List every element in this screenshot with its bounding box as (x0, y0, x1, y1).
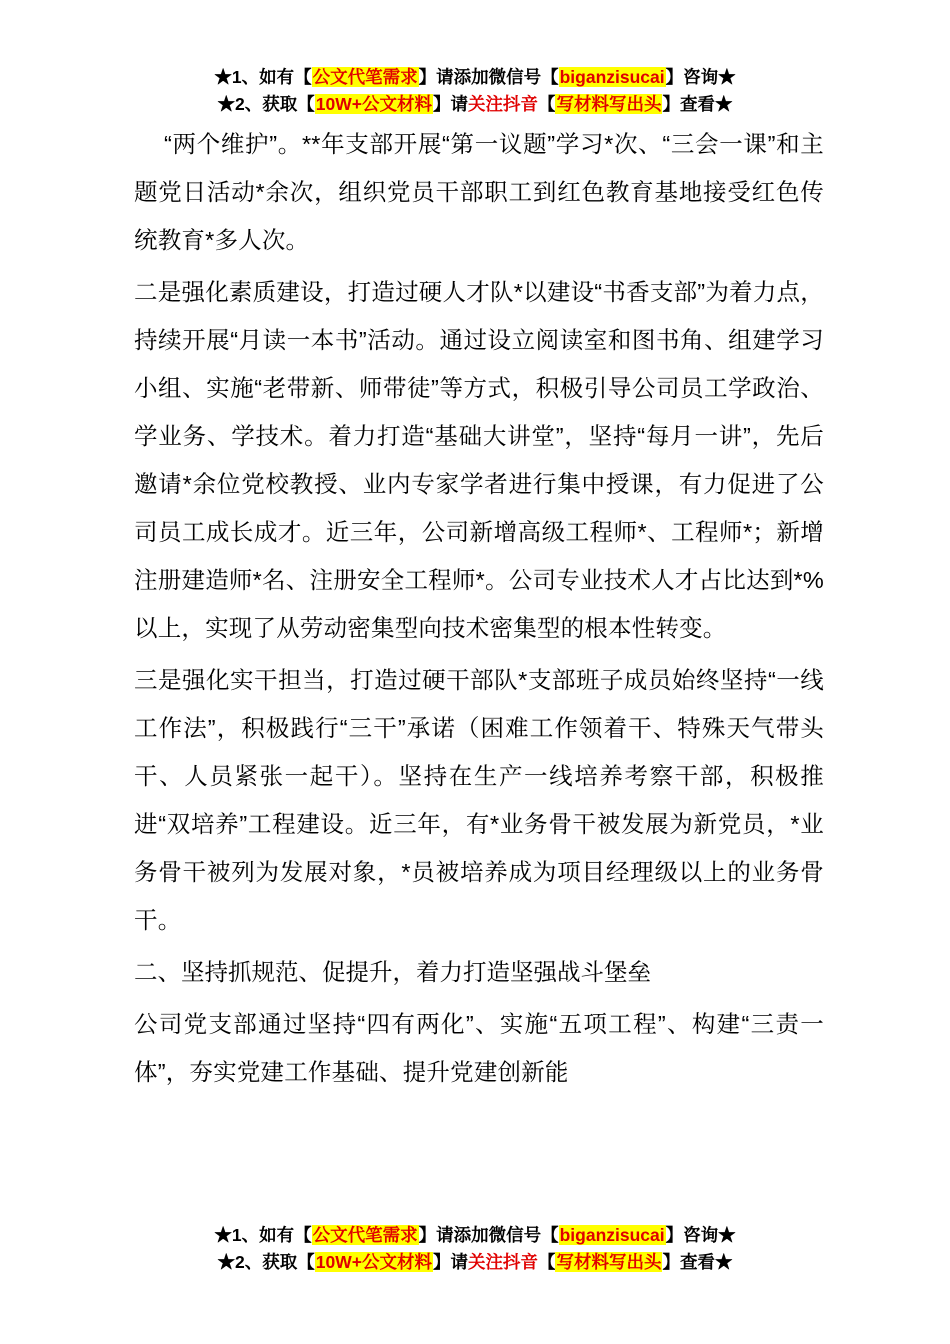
star-icon: ★ (214, 67, 232, 87)
promo-brace-open-5: 【 (294, 1225, 312, 1245)
promo-brace-close-4: 】 (662, 94, 680, 115)
star-icon-2: ★ (718, 67, 736, 87)
promo-line-2-mid-red: 关注抖音 (467, 94, 538, 115)
promo-brace-close-2: 】 (665, 67, 684, 87)
promo-brace-close-7: 】 (432, 1252, 451, 1273)
promo-brace-close-8: 】 (662, 1252, 680, 1273)
promo-line-1-mid-bottom: 请添加微信号 (436, 1225, 542, 1245)
promo-line-2-mid-bottom: 请 (450, 1252, 468, 1273)
paragraph-quality-building: 二是强化素质建设，打造过硬人才队*以建设“书香支部”为着力点，持续开展“月读一本书”活动。通过设立阅读室和图书角、组建学习小组、实施“老带新、师带徒”等方式，积极引导公司员工学政治、学业务、学技术。着力打造“基础大讲堂”，坚持“每月一讲”，先后邀请*余位党校教授、业内专家学者进行集中授课，有力促进了公司员工成长成才。近三年，公司新增高级工程师*、工程师*；新增注册建造师*名、注册安全工程师*。公司专业技术人才占比达到*%以上，实现了从劳动密集型向技术密集型的根本性转变。 (134, 279, 824, 641)
promo-line-2-tail: 查看 (679, 94, 715, 115)
promo-highlight-wechat-id: biganzisucai (559, 67, 665, 87)
promo-line-2-mid: 请 (450, 94, 468, 115)
promo-brace-open-4: 【 (537, 94, 556, 115)
star-icon-7: ★ (217, 1252, 236, 1273)
promo-brace-open-6: 【 (541, 1225, 559, 1245)
promo-highlight-materials-bottom: 10W+公文材料 (315, 1252, 432, 1273)
promo-brace-close-5: 】 (418, 1225, 437, 1245)
promo-highlight-materials: 10W+公文材料 (315, 94, 432, 115)
promo-highlight-service: 公文代笔需求 (312, 67, 418, 87)
promo-brace-close-6: 】 (665, 1225, 684, 1245)
promo-highlight-douyin-id: 写材料写出头 (556, 94, 662, 115)
promo-line-2-num-bottom: 2、获取 (235, 1252, 298, 1273)
promo-line-2-num: 2、获取 (235, 94, 298, 115)
paragraph-continuation: “两个维护”。**年支部开展“第一议题”学习*次、“三会一课”和主题党日活动*余次，组织党员干部职工到红色教育基地接受红色传统教育*多人次。 (134, 131, 824, 253)
promo-line-2 (0, 91, 950, 118)
star-icon-6: ★ (718, 1225, 736, 1245)
document-body (134, 120, 824, 1100)
promo-line-2-mid-red-bottom: 关注抖音 (467, 1252, 538, 1273)
promo-brace-close: 】 (418, 67, 437, 87)
paragraph-party-branch: 公司党支部通过坚持“四有两化”、实施“五项工程”、构建“三责一体”，夯实党建工作基础、提升党建创新能 (134, 1011, 824, 1085)
paragraph-cadre-building: 三是强化实干担当，打造过硬干部队*支部班子成员始终坚持“一线工作法”，积极践行“三干”承诺（困难工作领着干、特殊天气带头干、人员紧张一起干）。坚持在生产一线培养考察干部，积极推进“双培养”工程建设。近三年，有*业务骨干被发展为新党员，*业务骨干被列为发展对象，*员被培养成为项目经理级以上的业务骨干。 (134, 667, 824, 933)
promo-brace-open-3: 【 (297, 94, 315, 115)
star-icon-5: ★ (214, 1225, 232, 1245)
promo-line-1-tail: 咨询 (683, 67, 719, 87)
promo-highlight-douyin-id-bottom: 写材料写出头 (556, 1252, 662, 1273)
promo-line-1-num-bottom: 1、如有 (231, 1225, 295, 1245)
promo-line-2-bottom (0, 1249, 950, 1276)
promo-highlight-service-bottom: 公文代笔需求 (312, 1225, 418, 1245)
promo-brace-open-7: 【 (297, 1252, 315, 1273)
star-icon-8: ★ (714, 1252, 733, 1273)
promo-line-1-bottom (0, 1222, 950, 1249)
promo-line-1-tail-bottom: 咨询 (683, 1225, 719, 1245)
promo-line-1-mid: 请添加微信号 (436, 67, 542, 87)
promo-brace-open-8: 【 (537, 1252, 556, 1273)
promo-line-1 (0, 64, 950, 91)
promo-brace-open: 【 (294, 67, 312, 87)
star-icon-4: ★ (714, 94, 733, 115)
promo-brace-close-3: 】 (432, 94, 451, 115)
promo-line-2-tail-bottom: 查看 (679, 1252, 715, 1273)
promo-highlight-wechat-id-bottom: biganzisucai (559, 1225, 665, 1245)
section-heading-two: 二、坚持抓规范、促提升，着力打造坚强战斗堡垒 (134, 959, 651, 985)
promo-banner-bottom (0, 1222, 950, 1276)
promo-banner-top (0, 64, 950, 118)
promo-line-1-num: 1、如有 (231, 67, 295, 87)
promo-brace-open-2: 【 (541, 67, 559, 87)
star-icon-3: ★ (217, 94, 236, 115)
